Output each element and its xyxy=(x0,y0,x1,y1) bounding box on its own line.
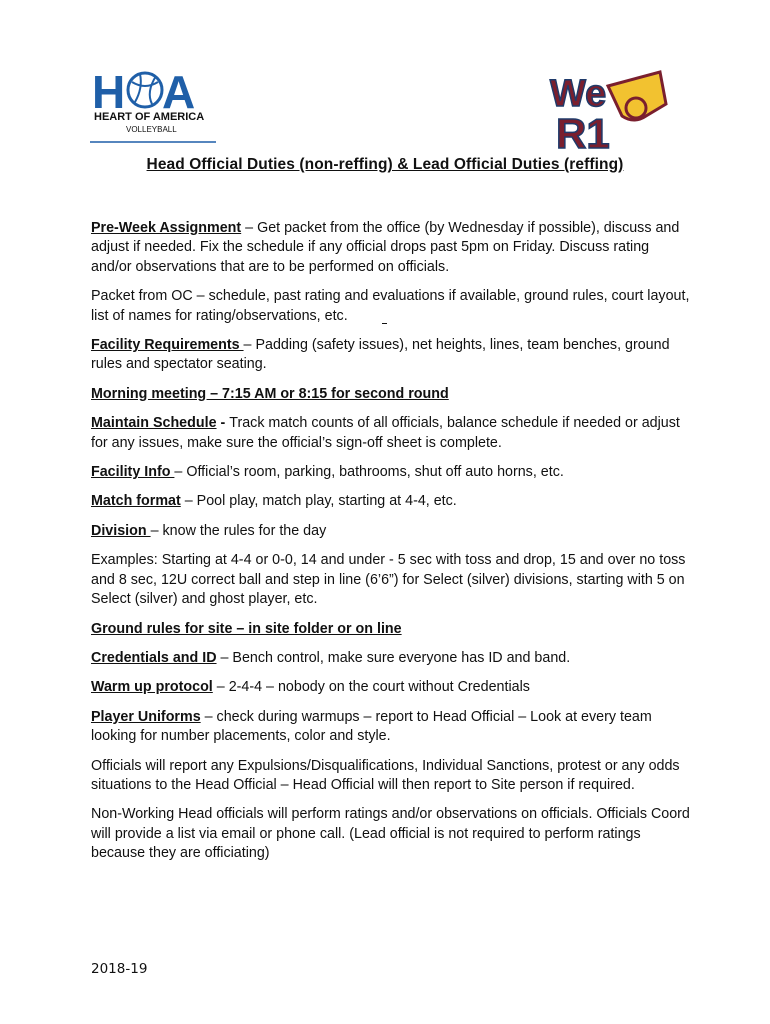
morning-meeting-text: Morning meeting – 7:15 AM or 8:15 for second round xyxy=(91,385,449,402)
maintain-schedule-sep: - xyxy=(216,415,230,432)
uniforms-paragraph xyxy=(91,708,691,747)
facility-requirements-text: – Padding (safety issues), net heights, lines, team benches, ground rules and spectator seating. xyxy=(91,337,670,373)
facility-info-text: – Official’s room, parking, bathrooms, shut off auto horns, etc. xyxy=(174,464,564,481)
examples-paragraph: Examples: Starting at 4-4 or 0-0, 14 and under - 5 sec with toss and drop, 15 and over no toss and 8 sec, 12U correct ball and step in line (6’6”) for Select (silver) divisions, starting with 5 on Select (silver) and ghost player, etc. xyxy=(91,552,686,608)
uniforms-text: – check during warmups – report to Head Official – Look at every team looking for number placements, color and style. xyxy=(91,708,652,745)
ground-rules-paragraph xyxy=(91,620,691,639)
division-text: – know the rules for the day xyxy=(150,522,327,539)
logo-we: We xyxy=(550,73,607,115)
maintain-schedule-label: Maintain Schedule xyxy=(91,415,217,432)
division-label: Division xyxy=(91,522,151,539)
packet-text: Packet from OC – schedule, past rating and evaluations if available, ground rules, court layout, list of names for rating/observations, etc. xyxy=(91,288,690,324)
logo-letter-h: H xyxy=(92,66,126,118)
facility-requirements-label: Facility Requirements xyxy=(91,337,244,354)
logo-r1: R1 xyxy=(556,110,610,154)
document-body xyxy=(91,219,691,874)
pre-week-paragraph xyxy=(91,219,691,277)
packet-paragraph xyxy=(91,287,691,326)
match-format-paragraph xyxy=(91,492,691,511)
maintain-schedule-paragraph xyxy=(91,414,691,453)
volleyball-icon xyxy=(128,73,162,107)
underline-marker xyxy=(382,323,387,324)
warmup-paragraph xyxy=(91,678,691,697)
pre-week-text: – Get packet from the office (by Wednesday if possible), discuss and adjust if needed. Fix the schedule if any official drops past 5pm on Friday. Discuss rating and/or observations that are to be performed on officials. xyxy=(91,220,680,275)
warmup-text: – 2-4-4 – nobody on the court without Credentials xyxy=(212,679,530,696)
we-r1-logo xyxy=(548,64,672,154)
credentials-paragraph xyxy=(91,649,691,668)
ground-rules-text: Ground rules for site – in site folder or on line xyxy=(91,620,402,637)
credentials-text: – Bench control, make sure everyone has ID and band. xyxy=(216,649,571,666)
report-paragraph: Officials will report any Expulsions/Disqualifications, Individual Sanctions, protest or any odds situations to the Head Official – Head Official will then report to Site person if required. xyxy=(91,757,680,793)
non-working-paragraph: Non-Working Head officials will perform ratings and/or observations on officials. Officials Coord will provide a list via email or phone call. (Lead official is not required to perform ratings because they are officiating) xyxy=(91,806,690,862)
uniforms-label: Player Uniforms xyxy=(91,708,201,725)
logo-line-2: VOLLEYBALL xyxy=(126,125,177,134)
morning-meeting-paragraph xyxy=(91,385,691,404)
logo-letter-a: A xyxy=(162,66,196,118)
facility-requirements-paragraph xyxy=(91,336,691,375)
pre-week-label: Pre-Week Assignment xyxy=(91,220,242,236)
facility-info-paragraph xyxy=(91,463,691,482)
match-format-text: – Pool play, match play, starting at 4-4, etc. xyxy=(180,493,457,510)
hoa-logo xyxy=(88,62,218,152)
footer-year: 2018-19 xyxy=(91,961,148,977)
document-title: Head Official Duties (non-reffing) & Lead Official Duties (reffing) xyxy=(146,156,624,173)
credentials-label: Credentials and ID xyxy=(91,649,217,666)
match-format-label: Match format xyxy=(91,493,181,510)
maintain-schedule-text: Track match counts of all officials, balance schedule if needed or adjust for any issues, make sure the official’s sign-off sheet is complete. xyxy=(91,415,680,451)
warmup-label: Warm up protocol xyxy=(91,679,213,696)
facility-info-label: Facility Info xyxy=(91,464,175,481)
division-paragraph xyxy=(91,522,691,541)
logo-line-1: HEART OF AMERICA xyxy=(94,111,205,123)
